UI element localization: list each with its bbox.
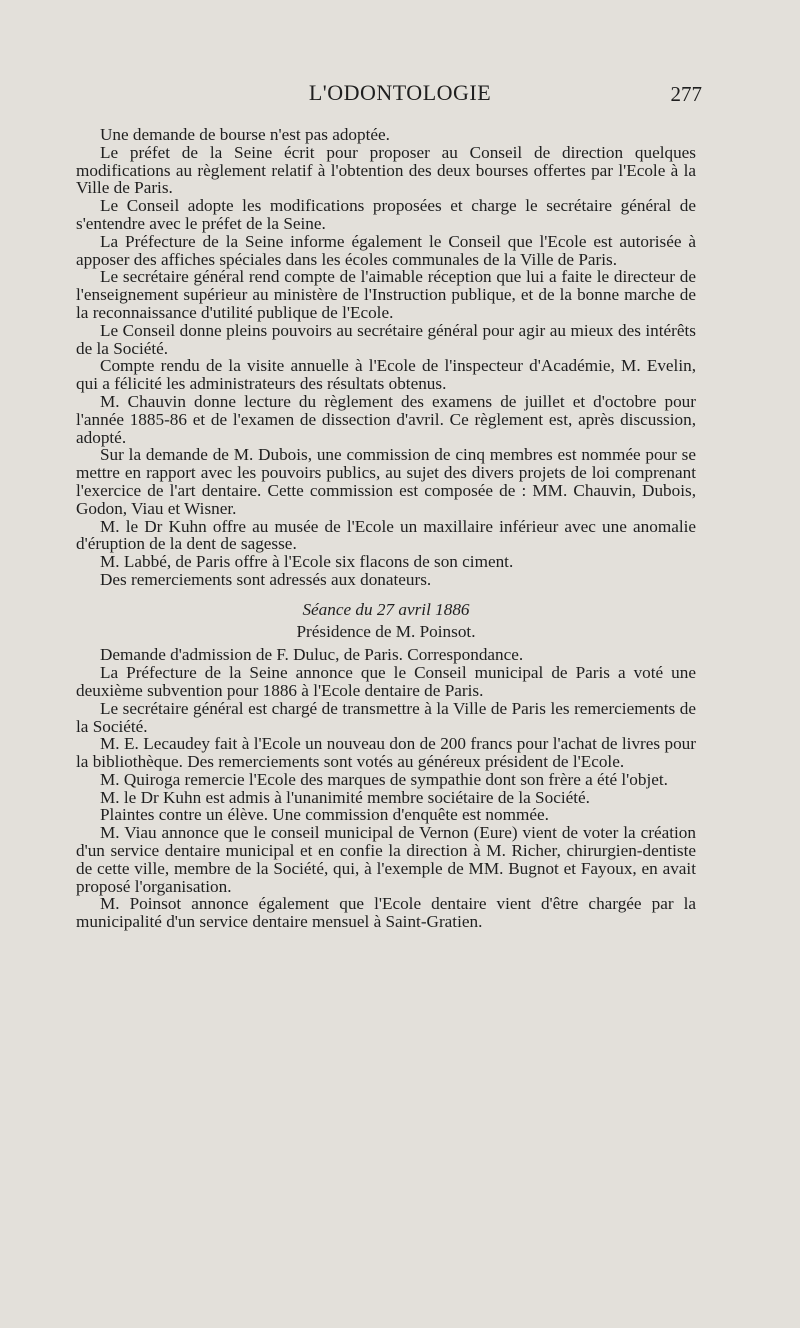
paragraph: M. Chauvin donne lecture du règlement des examens de juillet et d'octobre pour l'année 1885-86 et de l'examen de dissection d'avril. Ce règlement est, après discussion, adopté.	[76, 391, 696, 447]
paragraph: Le préfet de la Seine écrit pour proposer au Conseil de direction quelques modifications au règlement relatif à l'obtention des deux bourses offertes par l'Ecole à la Ville de Paris.	[76, 142, 696, 198]
paragraph: M. E. Lecaudey fait à l'Ecole un nouveau don de 200 francs pour l'achat de livres pour la bibliothèque. Des remerciements sont votés au généreux président de l'Ecole.	[76, 734, 696, 772]
session-title	[76, 601, 696, 619]
paragraph: Une demande de bourse n'est pas adoptée.	[100, 125, 390, 144]
paragraph: M. Quiroga remercie l'Ecole des marques de sympathie dont son frère a été l'objet.	[100, 769, 668, 789]
paragraph: Le Conseil adopte les modifications proposées et charge le secrétaire général de s'entendre avec le préfet de la Seine.	[76, 196, 696, 233]
paragraph: M. Viau annonce que le conseil municipal de Vernon (Eure) vient de voter la création d'un service dentaire municipal et en confie la direction à M. Richer, chirurgien-dentiste de cette ville, membre de la Société, qui, à l'exemple de MM. Bugnot et Fayoux, en avait proposé l'organisation.	[76, 823, 696, 896]
paragraph: Des remerciements sont adressés aux donateurs.	[100, 569, 432, 589]
paragraph: Demande d'admission de F. Duluc, de Paris. Correspondance.	[100, 645, 524, 665]
paragraph: M. Labbé, de Paris offre à l'Ecole six flacons de son ciment.	[100, 552, 514, 572]
page-number: 277	[670, 82, 702, 106]
session-title-text: Séance du 27 avril 1886	[302, 599, 470, 619]
page-header	[0, 80, 800, 112]
body-text	[76, 126, 696, 931]
paragraph: Le Conseil donne pleins pouvoirs au secrétaire général pour agir au mieux des intérêts de la Société.	[76, 320, 696, 358]
paragraph: Plaintes contre un élève. Une commission d'enquête est nommée.	[100, 805, 549, 825]
paragraph: M. Poinsot annonce également que l'Ecole dentaire vient d'être chargée par la municipalité d'un service dentaire mensuel à Saint-Gratien.	[76, 894, 696, 932]
paragraph: Sur la demande de M. Dubois, une commission de cinq membres est nommée pour se mettre en rapport avec les pouvoirs publics, au sujet des divers projets de loi comprenant l'exercice de l'art dentaire. Cette commission est composée de : MM. Chauvin, Dubois, Godon, Viau et Wisner.	[76, 445, 696, 518]
paragraph: M. le Dr Kuhn est admis à l'unanimité membre sociétaire de la Société.	[100, 787, 590, 807]
paragraph: Le secrétaire général est chargé de transmettre à la Ville de Paris les remerciements de la Société.	[76, 698, 696, 736]
paragraph: La Préfecture de la Seine annonce que le Conseil municipal de Paris a voté une deuxième subvention pour 1886 à l'Ecole dentaire de Paris.	[76, 663, 696, 700]
paragraph: Le secrétaire général rend compte de l'aimable réception que lui a faite le directeur de l'enseignement supérieur au ministère de l'Instruction publique, et de la bonne marche de la reconnaissance d'utilité publique de l'Ecole.	[76, 267, 696, 322]
running-title: L'ODONTOLOGIE	[308, 80, 492, 105]
paragraph: Compte rendu de la visite annuelle à l'Ecole de l'inspecteur d'Académie, M. Evelin, qui a félicité les administrateurs des résultats obtenus.	[76, 356, 696, 394]
session-presidency: Présidence de M. Poinsot.	[296, 621, 476, 641]
paragraph: La Préfecture de la Seine informe également le Conseil que l'Ecole est autorisée à apposer des affiches spéciales dans les écoles communales de la Ville de Paris.	[76, 231, 696, 269]
paragraph: M. le Dr Kuhn offre au musée de l'Ecole un maxillaire inférieur avec une anomalie d'éruption de la dent de sagesse.	[76, 516, 696, 554]
